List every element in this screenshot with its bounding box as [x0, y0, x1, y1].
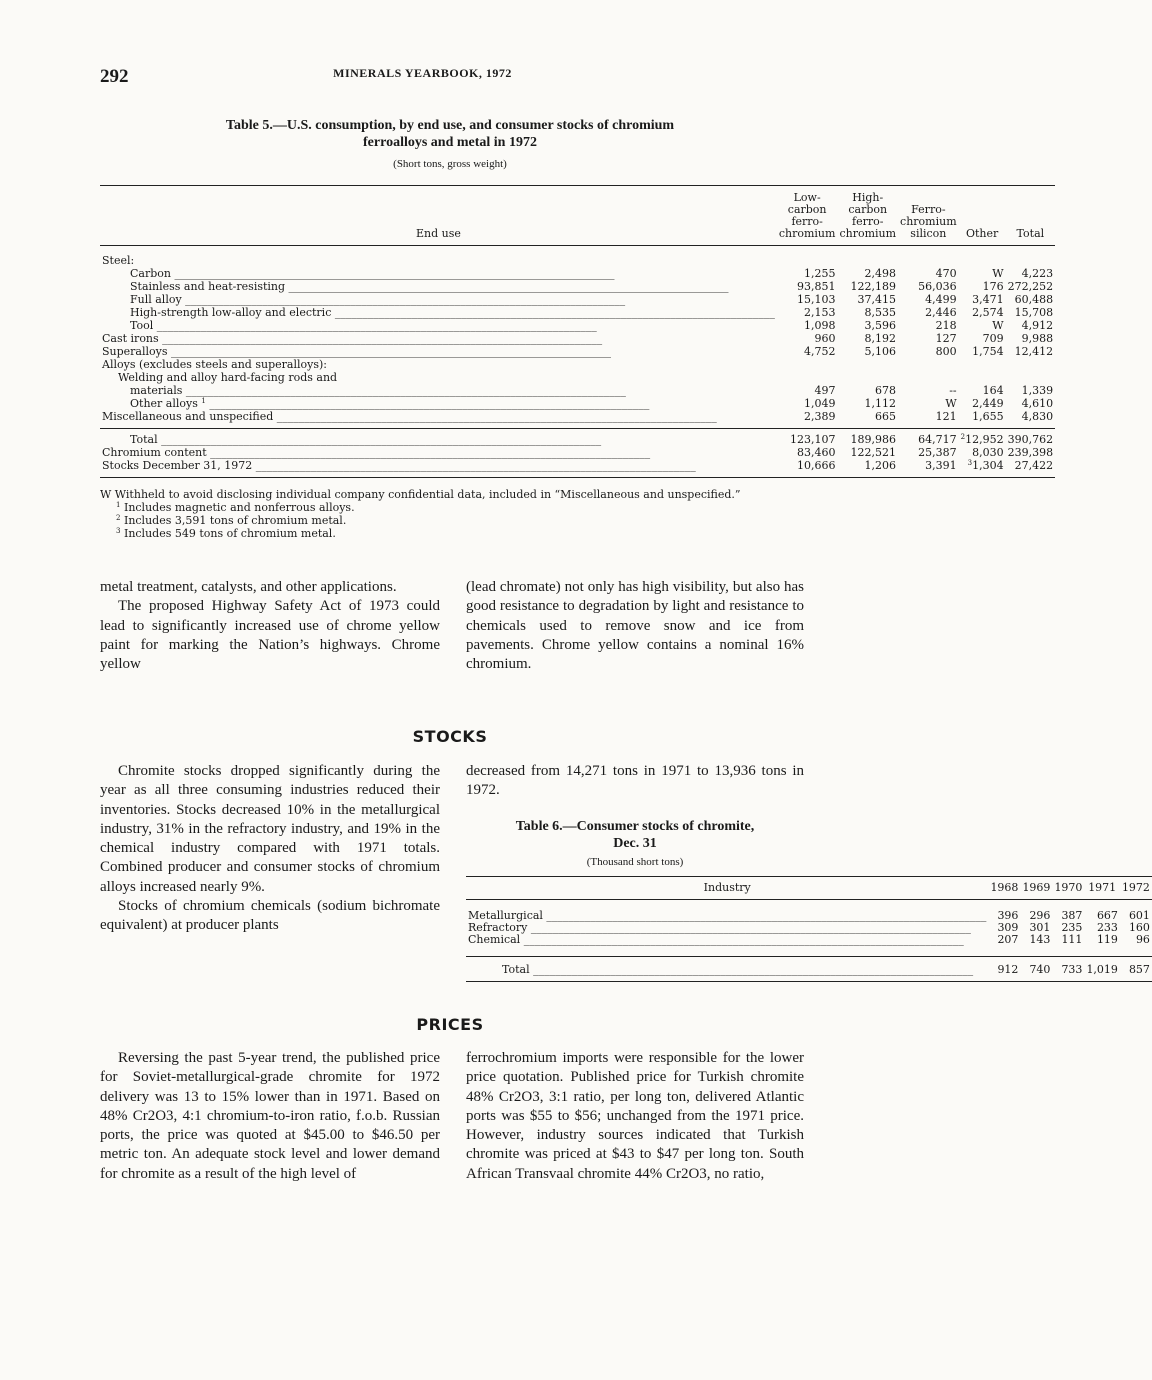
table5-row-chromium-content	[100, 446, 1055, 459]
row-label-text: Total _____	[502, 963, 973, 976]
cell: 3,391	[898, 459, 959, 478]
cell: 912	[988, 957, 1020, 982]
cell: 665	[875, 410, 897, 423]
paragraph: metal treatment, catalysts, and other applications.	[100, 579, 397, 595]
cell: 164	[982, 384, 1004, 397]
table6-header: 1971	[1084, 877, 1120, 900]
row-label	[466, 900, 988, 923]
table5-footnotes	[100, 488, 805, 540]
cell: 96	[1135, 933, 1150, 946]
cell: 1,049	[803, 397, 836, 410]
cell: 60,488	[1014, 293, 1054, 306]
table5-header-low-carbon	[777, 186, 838, 246]
row-label-text: Tool _____	[130, 319, 597, 332]
cell: 4,499	[925, 293, 957, 306]
table6-header-row	[466, 877, 1152, 900]
right-column-top	[466, 578, 804, 674]
cell: 83,460	[796, 446, 836, 459]
table6-header: 1970	[1052, 877, 1084, 900]
row-label	[100, 345, 777, 358]
cell: 1,206	[837, 459, 898, 478]
table5-row-welding-heading	[100, 371, 1055, 384]
cell: 601	[1128, 909, 1150, 922]
row-label	[100, 267, 777, 280]
row-label-text: Miscellaneous and unspecified _____	[102, 410, 717, 423]
cell: 390,762	[1006, 429, 1056, 447]
cell	[959, 429, 1006, 447]
cell: 218	[935, 319, 957, 332]
paragraph: Chromite stocks dropped significantly during the year as all three consuming industries reduced their inventories. Stocks decreased 10% in the metallurgical industry, 31% in the refractory industry, and 19% in the chemical industry compared with 1971 totals. Combined producer and consumer stocks of chromium alloys increased nearly 9%.	[100, 763, 440, 895]
cell: 2,574	[972, 306, 1004, 319]
row-label-text: Cast irons _____	[102, 332, 602, 345]
cell: 1,098	[803, 319, 836, 332]
footnote-3	[100, 527, 805, 540]
cell: W	[945, 397, 957, 410]
cell: 4,752	[803, 345, 836, 358]
table5-row-carbon	[100, 267, 1055, 280]
table5-row-other-alloys	[100, 397, 1055, 410]
row-label	[100, 459, 777, 478]
stocks-heading: STOCKS	[412, 727, 488, 746]
table6-header: 1968	[988, 877, 1020, 900]
cell: 800	[935, 345, 957, 358]
table5	[100, 185, 1055, 478]
header-text: ferro-	[791, 215, 823, 228]
table5-header-total: Total	[1006, 186, 1056, 246]
row-label	[100, 280, 777, 293]
cell: W	[992, 319, 1004, 332]
cell: 1,019	[1084, 957, 1120, 982]
cell: 709	[982, 332, 1004, 345]
row-label-text: Full alloy _____	[130, 293, 625, 306]
cell: 2,498	[864, 267, 897, 280]
row-label	[100, 384, 777, 397]
cell: 123,107	[777, 429, 838, 447]
cell: 207	[997, 933, 1019, 946]
cell: 4,912	[1021, 319, 1054, 332]
cell: 387	[1061, 909, 1083, 922]
cell: 5,106	[864, 345, 897, 358]
row-label-text: Total _____	[130, 433, 601, 446]
row-label	[100, 446, 777, 459]
cell: 1,255	[803, 267, 836, 280]
paragraph: Stocks of chromium chemicals (sodium bichromate equivalent) at producer plants	[100, 898, 440, 934]
footnote-mark: 1	[201, 397, 206, 405]
table5-row-tool	[100, 319, 1055, 332]
cell: 309	[997, 921, 1019, 934]
table5-row-full-alloy	[100, 293, 1055, 306]
cell: 111	[1061, 933, 1083, 946]
table6-title-line2: Dec. 31	[613, 836, 657, 851]
cell: 10,666	[777, 459, 838, 478]
row-label	[100, 293, 777, 306]
cell: 2,449	[972, 397, 1004, 410]
paragraph: The proposed Highway Safety Act of 1973 could lead to significantly increased use of chrome yellow paint for marking the Nation’s highways. Chrome yellow	[100, 598, 440, 673]
paragraph: decreased from 14,271 tons in 1971 to 13,936 tons in 1972.	[466, 763, 804, 799]
table5-row-total	[100, 429, 1055, 447]
cell: 56,036	[918, 280, 957, 293]
cell: 122,521	[850, 446, 897, 459]
table5-row-alloys-heading	[100, 358, 1055, 371]
header-text: carbon	[787, 203, 827, 216]
left-column-stocks	[100, 762, 440, 936]
table5-header-other: Other	[959, 186, 1006, 246]
row-label: Alloys (excludes steels and superalloys):	[102, 358, 327, 371]
row-label-text: Carbon _____	[130, 267, 614, 280]
cell: 1,112	[864, 397, 897, 410]
cell: 497	[814, 384, 836, 397]
cell: 272,252	[1007, 280, 1054, 293]
table6-title	[466, 818, 804, 852]
row-label-text: Chromium content _____	[102, 446, 650, 459]
cell: 3,471	[972, 293, 1004, 306]
cell: 176	[982, 280, 1004, 293]
footnote-mark: 3	[116, 527, 121, 535]
cell: 667	[1096, 909, 1118, 922]
cell: 3,596	[864, 319, 897, 332]
table5-header-ferro-silicon	[898, 186, 959, 246]
header-text: carbon	[848, 203, 888, 216]
cell: 122,189	[850, 280, 897, 293]
row-label	[100, 429, 777, 447]
cell: 127	[935, 332, 957, 345]
table5-row-welding	[100, 384, 1055, 397]
row-label	[100, 397, 777, 410]
table6-header: 1972	[1120, 877, 1152, 900]
cell: 470	[935, 267, 957, 280]
table5-row-steel	[100, 246, 1055, 268]
left-column-top	[100, 578, 440, 674]
row-label	[466, 957, 988, 982]
header-text: chromium	[839, 227, 897, 240]
header-text: ferro-	[852, 215, 884, 228]
row-label	[100, 410, 777, 429]
footnote-w: W Withheld to avoid disclosing individual company confidential data, included in “Miscellaneous and unspecified.”	[100, 488, 741, 501]
header-text: Low-	[793, 191, 821, 204]
row-label: Welding and alloy hard-facing rods and	[118, 371, 338, 384]
cell: 119	[1096, 933, 1118, 946]
cell: 235	[1061, 921, 1083, 934]
table5-header-end-use: End use	[100, 186, 777, 246]
table6-row-metallurgical	[466, 900, 1152, 923]
table5-subtitle: (Short tons, gross weight)	[393, 158, 507, 170]
table5-row-misc	[100, 410, 1055, 429]
cell: 233	[1096, 921, 1118, 934]
cell: 1,339	[1021, 384, 1054, 397]
cell	[959, 459, 1006, 478]
row-label-text: High-strength low-alloy and electric _____	[130, 306, 775, 319]
cell: 1,754	[972, 345, 1004, 358]
cell: 239,398	[1007, 446, 1054, 459]
row-label-text: Other alloys	[130, 397, 198, 410]
cell: 2,153	[803, 306, 836, 319]
table6-row-total	[466, 957, 1152, 982]
cell: 4,610	[1021, 397, 1054, 410]
page-number: 292	[100, 66, 129, 87]
footnote-text: Includes 549 tons of chromium metal.	[123, 527, 336, 540]
left-column-prices	[100, 1049, 440, 1184]
table5-title	[100, 117, 800, 151]
cell: 733	[1052, 957, 1084, 982]
table5-header-row	[100, 186, 1055, 246]
cell: 27,422	[1006, 459, 1056, 478]
footnote-1	[100, 501, 805, 514]
cell: 301	[1029, 921, 1051, 934]
footnote-mark: 2	[116, 514, 121, 522]
table6-row-chemical	[466, 934, 1152, 957]
prices-heading: PRICES	[416, 1015, 484, 1034]
header-text: silicon	[910, 227, 947, 240]
footnote-mark: 2	[960, 433, 966, 441]
row-label-text: Chemical _____	[468, 933, 964, 946]
table6-header: 1969	[1020, 877, 1052, 900]
right-column-prices	[466, 1049, 804, 1184]
cell: 960	[814, 332, 836, 345]
header-text: chromium	[778, 227, 836, 240]
cell: 12,412	[1014, 345, 1054, 358]
cell: 189,986	[837, 429, 898, 447]
cell: 2,389	[803, 410, 836, 423]
cell: W	[992, 267, 1004, 280]
cell: 15,708	[1014, 306, 1054, 319]
table5-row-high-strength	[100, 306, 1055, 319]
header-text: Ferro-	[911, 203, 946, 216]
footnote-2	[100, 514, 805, 527]
footnote-mark: 3	[967, 459, 973, 467]
table5-row-cast-irons	[100, 332, 1055, 345]
row-label-text: materials _____	[130, 384, 626, 397]
paragraph: Reversing the past 5-year trend, the published price for Soviet-metallurgical-grade chromite for 1972 delivery was 13 to 15% lower than in 1971. Based on 48% Cr2O3, 4:1 chromium-to-iron ratio, f.o.b. Russian ports, the price was quoted at $45.00 to $46.50 per metric ton. An adequate stock level and lower demand for chromite as a result of the high level of	[100, 1050, 440, 1182]
cell: 8,192	[864, 332, 897, 345]
row-label	[100, 306, 777, 319]
cell: 678	[875, 384, 897, 397]
row-label	[100, 319, 777, 332]
table6-title-line1: Table 6.—Consumer stocks of chromite,	[515, 819, 755, 834]
cell-value: 12,952	[965, 433, 1004, 446]
table5-title-line1: Table 5.—U.S. consumption, by end use, and consumer stocks of chromium	[225, 118, 675, 133]
table6-header: Industry	[466, 877, 988, 900]
cell: 9,988	[1021, 332, 1054, 345]
table5-header-high-carbon	[837, 186, 898, 246]
cell: 296	[1029, 909, 1051, 922]
row-label-text: Metallurgical _____	[468, 909, 986, 922]
footnote-text: Includes magnetic and nonferrous alloys.	[123, 501, 355, 514]
row-label-text: Refractory _____	[468, 921, 971, 934]
cell: --	[949, 384, 957, 397]
cell: 93,851	[796, 280, 836, 293]
cell: 8,535	[864, 306, 897, 319]
row-label	[466, 934, 988, 957]
cell: 143	[1029, 933, 1051, 946]
row-label: Steel:	[102, 254, 135, 267]
cell: 64,717	[898, 429, 959, 447]
right-column-stocks	[466, 762, 804, 801]
table6	[466, 876, 1152, 982]
cell: 160	[1128, 921, 1150, 934]
footnote-text: Includes 3,591 tons of chromium metal.	[123, 514, 347, 527]
table5-title-line2: ferroalloys and metal in 1972	[363, 135, 537, 150]
cell: 2,446	[925, 306, 957, 319]
cell: 15,103	[796, 293, 836, 306]
paragraph: (lead chromate) not only has high visibility, but also has good resistance to degradation by light and resistance to chemicals used to remove snow and ice from pavements. Chrome yellow contains a nominal 16% chromium.	[466, 579, 804, 673]
header-text: chromium	[900, 215, 957, 228]
row-label-text: Stocks December 31, 1972 _____	[102, 459, 696, 472]
cell: 25,387	[918, 446, 957, 459]
table6-subtitle: (Thousand short tons)	[586, 856, 684, 868]
table5-row-stocks	[100, 459, 1055, 478]
running-head: MINERALS YEARBOOK, 1972	[333, 66, 512, 80]
row-label-text: Superalloys _____	[102, 345, 611, 358]
cell: 8,030	[972, 446, 1004, 459]
cell: 740	[1020, 957, 1052, 982]
table5-row-stainless	[100, 280, 1055, 293]
cell: 4,223	[1021, 267, 1054, 280]
cell-value: 1,304	[972, 459, 1004, 472]
row-label-text: Stainless and heat-resisting _____	[130, 280, 729, 293]
cell: 857	[1120, 957, 1152, 982]
table5-row-superalloys	[100, 345, 1055, 358]
cell: 4,830	[1021, 410, 1054, 423]
cell: 121	[935, 410, 957, 423]
cell: 1,655	[972, 410, 1004, 423]
paragraph: ferrochromium imports were responsible for the lower price quotation. Published price for Turkish chromite 48% Cr2O3, 3:1 ratio, per long ton, delivered Atlantic ports was $55 to $56; unchanged from the 1971 price. However, industry sources indicated that Turkish chromite was priced at $43 to $47 per long ton. South African Transvaal chromite 44% Cr2O3, no ratio,	[466, 1050, 804, 1182]
cell: 37,415	[857, 293, 897, 306]
header-text: High-	[852, 191, 884, 204]
row-label	[100, 332, 777, 345]
cell: 396	[997, 909, 1019, 922]
footnote-mark: 1	[116, 501, 121, 509]
